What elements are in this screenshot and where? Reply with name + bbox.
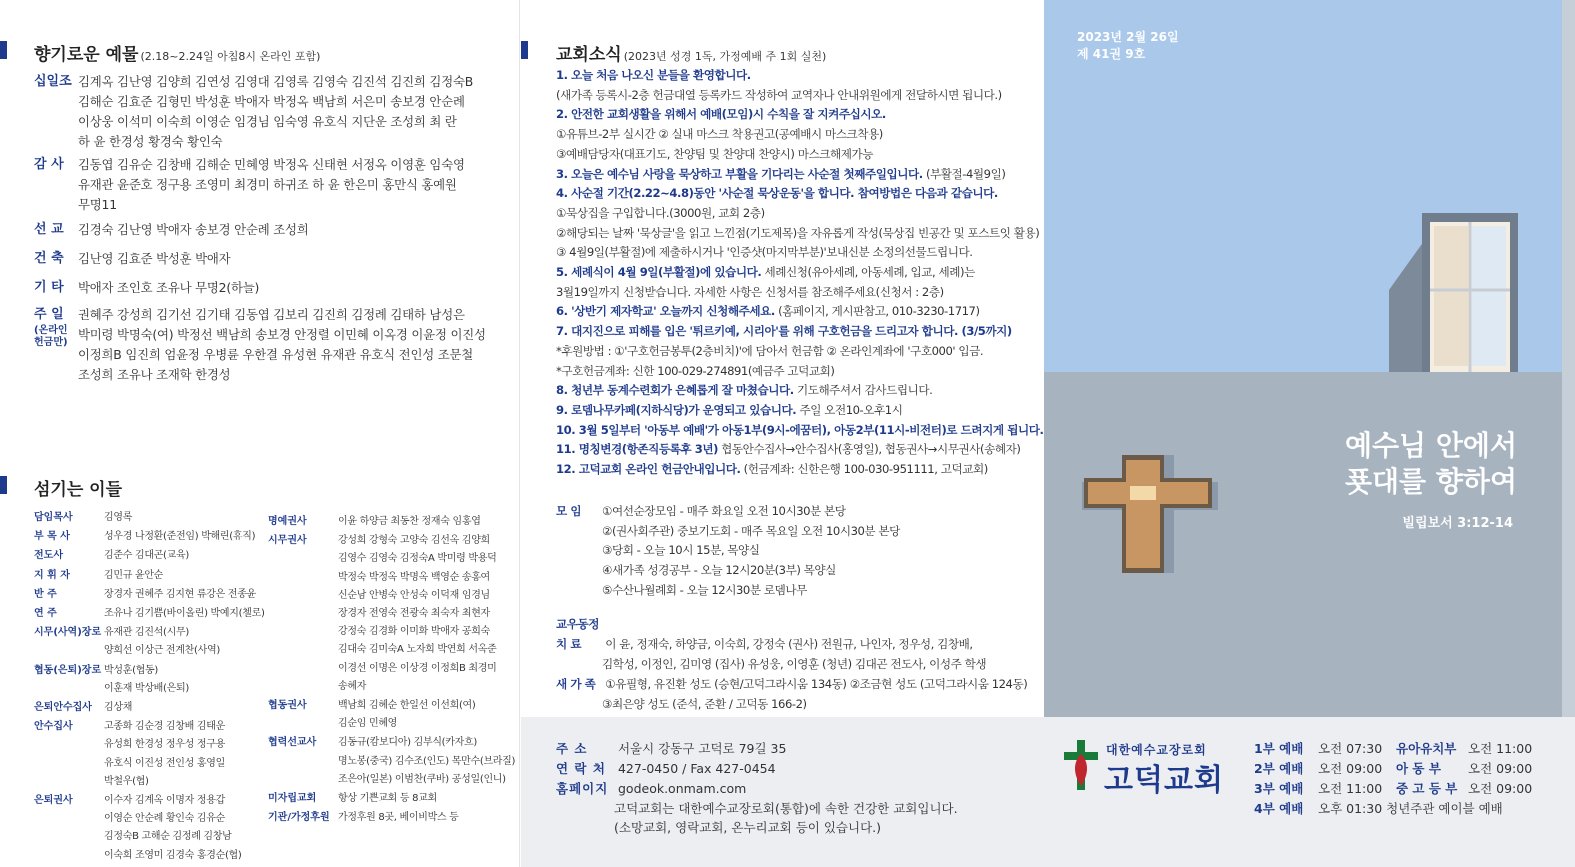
news-item-headline: 9. 로뎀나무카페(지하식당)가 운영되고 있습니다. — [556, 402, 797, 417]
service-1 — [1254, 739, 1382, 759]
staff-row — [34, 605, 265, 623]
news-item-text: 기도해주셔서 감사드립니다. — [793, 383, 933, 398]
news-item-text: 협동안수집사→안수집사(홍영일), 협동권사→시무권사(송혜자) — [717, 442, 1021, 457]
staff-label: 전도사 — [34, 550, 63, 562]
staff-names: 백남희 김혜순 한일선 이선희(여) 김순임 민혜영 — [338, 700, 476, 730]
homepage-link[interactable]: godeok.onmam.com — [617, 781, 747, 796]
logo-church-name: 고덕교회 — [1104, 763, 1224, 798]
staff-row — [268, 809, 459, 827]
offering-names: 권혜주 강성희 김기선 김기태 김동엽 김보리 김진희 김정례 김태하 남성은 박미령 박명숙(여) 박정선 백남희 송보경 안정렬 이민혜 이옥경 이윤정 이진성 이정희B 임진희 엄윤정 우병륜 우한결 유성현 유재관 유호식 전인성 조문철 조성희 조유나 조재학 한경성 — [78, 307, 486, 382]
service-children — [1396, 759, 1532, 779]
description-row-2: (소망교회, 영락교회, 온누리교회 등이 있습니다.) — [614, 820, 881, 835]
offering-row-thanks — [34, 155, 514, 215]
staff-row — [268, 513, 481, 531]
meeting-item: ⑤수산나월례회 - 오늘 12시30분 로뎀나무 — [602, 582, 807, 597]
cross-icon — [1064, 740, 1098, 790]
news-item — [556, 263, 975, 283]
news-item-text: (헌금계좌: 신한은행 100-030-951111, 고덕교회) — [740, 462, 988, 476]
news-item-text: 세례신청(유아세례, 아동세례, 입교, 세례)는 — [761, 265, 975, 279]
news-item — [556, 145, 873, 165]
staff-label: 은퇴권사 — [34, 795, 73, 806]
offering-names: 박애자 조인호 조유나 무명2(하늘) — [78, 280, 260, 295]
news-item-text: (부활절-4월9일) — [922, 166, 1006, 181]
section-marker — [521, 41, 528, 59]
cover-illustration — [1044, 0, 1562, 717]
meeting-item: ②(권사회주관) 중보기도회 - 매주 목요일 오전 10시30분 본당 — [602, 523, 900, 538]
offering-label: 기 타 — [34, 280, 64, 295]
window-pane — [1434, 226, 1468, 366]
offering-row-sunday — [34, 305, 514, 385]
staff-row — [34, 699, 132, 717]
offering-label: 십일조 — [34, 74, 72, 89]
news-item — [556, 66, 751, 86]
news-item-text: ③예배담당자(대표기도, 찬양팀 및 찬양대 찬양시) 마스크해제가능 — [556, 146, 873, 161]
staff-label: 협력선교사 — [268, 737, 317, 749]
staff-names: 성우경 나정환(준전임) 박해린(휴직) — [104, 531, 256, 543]
staff-label: 은퇴안수집사 — [34, 702, 92, 713]
news-item — [556, 421, 1043, 441]
service-time: 오후 01:30 청년주관 예이블 예배 — [1318, 801, 1503, 816]
address-row — [556, 739, 786, 759]
staff-label: 협동권사 — [268, 700, 307, 711]
newfamily-line-1: ①유필형, 유진환 성도 (승현/고덕그라시움 134동) ②조금현 성도 (고덕그라시움 124동) — [605, 677, 1028, 691]
news-item — [556, 165, 1005, 185]
news-item-text: 주일 오전10-오후1시 — [796, 402, 903, 417]
cover-title — [1345, 428, 1517, 500]
staff-row — [34, 547, 189, 565]
homepage-row — [556, 779, 746, 799]
staff-label: 명예권사 — [268, 516, 307, 527]
service-name: 중 고 등 부 — [1396, 781, 1458, 796]
service-name: 아 동 부 — [1396, 761, 1441, 776]
offering-row-etc — [34, 278, 514, 298]
staff-label: 시무(사역)장로 — [34, 627, 102, 639]
offering-names: 김계옥 김난영 김양희 김연성 김영대 김영록 김영숙 김진석 김진희 김정숙B 김해순 김효준 김형민 박성훈 박애자 박정옥 백남희 서은미 송보경 안순례 이상웅 이석미 이숙희 이영순 임경님 임숙영 유호식 지단운 조성희 최 란 하 윤 한경성 황경숙 황인숙 — [78, 74, 474, 149]
description-row: 고덕교회는 대한예수교장로회(통합)에 속한 건강한 교회입니다. — [614, 801, 958, 816]
news-item — [556, 460, 988, 480]
news-item-headline: 4. 사순절 기간(2.22~4.8)동안 '사순절 묵상운동'을 합니다. 참여방법은 다음과 같습니다. — [556, 186, 998, 201]
news-header — [556, 40, 826, 65]
offering-label: 선 교 — [34, 222, 64, 237]
staff-label: 기관/가정후원 — [268, 812, 330, 824]
service-time: 오전 09:00 — [1468, 761, 1533, 776]
address-label: 주 소 — [556, 741, 588, 756]
staff-row — [268, 790, 437, 808]
news-item-text: 3월19일까지 신청받습니다. 자세한 사항은 신청서를 참조해주세요(신청서 : 2층) — [556, 284, 944, 299]
staff-row — [34, 792, 242, 865]
servants-header — [34, 475, 122, 500]
news-title: 교회소식 — [556, 45, 622, 65]
news-item-text: (새가족 등록시-2층 헌금대열 등록카드 작성하여 교역자나 안내위원에게 전달하시면 됩니다.) — [556, 87, 1002, 102]
news-item-text: (홈페이지, 게시판참고, 010-3230-1717) — [774, 304, 980, 319]
news-item-text: ②해당되는 날짜 '묵상글'을 읽고 느낀점(기도제목)을 자유롭게 작성(묵상집 빈공간 및 포스트잇 활용) — [556, 225, 1040, 240]
service-4 — [1254, 799, 1503, 819]
staff-names: 조유나 김기쁨(바이올린) 박예지(첼로) — [104, 608, 265, 619]
staff-names: 김상채 — [104, 702, 133, 713]
offering-label — [34, 305, 78, 385]
offering-title: 향기로운 예물 — [34, 45, 139, 65]
members-title-line — [556, 615, 599, 635]
meeting-item: ①여선순장모임 - 매주 화요일 오전 10시30분 본당 — [602, 504, 846, 518]
service-time: 오전 11:00 — [1318, 781, 1383, 796]
healing-line-2: 김학성, 이정인, 김미영 (집사) 유성웅, 이영훈 (청년) 김대곤 전도사, 이성주 학생 — [602, 657, 987, 671]
newfamily-line-2: ③최은양 성도 (준석, 준환 / 고덕동 166-2) — [602, 697, 807, 711]
offering-label: 건 축 — [34, 251, 64, 266]
news-item — [556, 362, 834, 382]
contact-value: 427-0450 / Fax 427-0454 — [617, 761, 776, 776]
healing-row-2 — [602, 655, 986, 675]
service-time: 오전 09:00 — [1318, 761, 1383, 776]
news-item-headline: 8. 청년부 동계수련회가 은혜롭게 잘 마쳤습니다. — [556, 383, 794, 398]
meetings-label: 모 임 — [556, 504, 582, 518]
meetings-block — [556, 502, 602, 522]
staff-row — [34, 567, 163, 585]
news-item-headline: 7. 대지진으로 피해를 입은 '튀르키예, 시리아'를 위해 구호헌금을 드리고자 합니다. (3/5까지) — [556, 324, 1012, 339]
service-name: 3부 예배 — [1254, 781, 1304, 796]
staff-label: 담임목사 — [34, 512, 73, 523]
section-marker — [0, 476, 7, 494]
news-item — [556, 401, 902, 421]
staff-names: 김민규 윤안순 — [104, 569, 164, 581]
cross-glow — [1130, 486, 1156, 500]
staff-names: 장경자 권혜주 김지현 류강은 전종윤 — [104, 588, 256, 600]
newfamily-label: 새 가 족 — [556, 677, 596, 691]
news-item — [556, 302, 980, 322]
service-name: 4부 예배 — [1254, 801, 1304, 816]
staff-names: 김준수 김대곤(교육) — [104, 550, 189, 562]
news-item — [556, 440, 1020, 460]
staff-names: 박성훈(협동) 이훈재 박상배(은퇴) — [104, 664, 189, 694]
staff-row — [34, 662, 189, 698]
staff-names: 유재관 김진석(시무) 양희선 이상근 전계찬(사역) — [104, 627, 220, 657]
meeting-item: ④새가족 성경공부 - 오늘 12시20분(3부) 목양실 — [602, 563, 836, 578]
staff-label: 협동(은퇴)장로 — [34, 664, 102, 676]
newfamily-row-2 — [602, 695, 807, 715]
news-item — [556, 243, 972, 263]
offering-row-tithe — [34, 72, 514, 152]
contact-row — [556, 759, 776, 779]
staff-names: 가정후원 8곳, 베이비박스 등 — [338, 812, 459, 824]
cross-inner — [1126, 460, 1160, 568]
staff-names: 이수자 김계옥 이명자 정용갑 이영순 안순례 황인숙 김유순 김정숙B 고해순 김정례 김창남 이숙희 조영미 김경숙 홍경순(협) — [104, 795, 242, 861]
news-item-headline: 10. 3월 5일부터 '아동부 예배'가 아동1부(9시-에꿈터), 아동2부(11시-비전터)로 드려지게 됩니다. — [556, 422, 1044, 437]
news-item — [556, 125, 883, 145]
service-name: 1부 예배 — [1254, 741, 1304, 756]
service-2 — [1254, 759, 1382, 779]
members-title: 교우동정 — [556, 617, 599, 631]
section-marker — [0, 41, 7, 59]
offering-label-main: 주 일 — [34, 307, 64, 322]
offering-row-building — [34, 249, 514, 269]
staff-label: 미자립교회 — [268, 793, 317, 804]
news-item-headline: 12. 고덕교회 온라인 헌금안내입니다. — [556, 462, 741, 476]
news-item — [556, 283, 944, 303]
news-item-headline: 3. 오늘은 예수님 사랑을 묵상하고 부활을 기다리는 사순절 첫째주일입니다. — [556, 166, 923, 181]
staff-names: 김동규(캄보디아) 김부식(카자흐) 명노봉(중국) 김수조(인도) 목만수(브라질) 조은아(일본) 이범찬(쿠바) 공성일(인니) — [338, 737, 516, 785]
news-item-headline: 1. 오늘 처음 나오신 분들을 환영합니다. — [556, 68, 751, 82]
staff-row — [34, 718, 225, 791]
staff-names: 이윤 하양금 최동찬 정재숙 임홍엽 — [338, 516, 481, 527]
staff-label: 연 주 — [34, 608, 57, 619]
staff-row — [268, 734, 515, 789]
servants-title: 섬기는 이들 — [34, 480, 123, 500]
healing-label: 치 료 — [556, 637, 582, 651]
news-item-headline: 11. 명칭변경(항존직등록후 3년) — [556, 442, 718, 457]
homepage-label: 홈페이지 — [556, 781, 609, 796]
staff-label: 지 휘 자 — [34, 569, 70, 581]
service-3 — [1254, 779, 1382, 799]
news-subtitle: (2023년 성경 1독, 가정예배 주 1회 실천) — [623, 50, 827, 63]
contact-label: 연 락 처 — [556, 761, 606, 776]
staff-row — [34, 624, 220, 660]
news-item-text: ③ 4월9일(부활절)에 제출하시거나 '인증샷(마지막부분)'보내신분 소정의선물드립니다. — [556, 245, 973, 260]
staff-names: 고종화 김순경 김창배 김태운 유성희 한경성 정우성 정구용 유호식 이진성 전인성 홍영일 박철우(협) — [104, 721, 225, 787]
staff-label: 시무권사 — [268, 535, 307, 547]
logo-denomination: 대한예수교장로회 — [1106, 743, 1207, 757]
offering-names: 김동엽 김유순 김창배 김해순 민혜영 박정옥 신태현 서정옥 이영훈 임숙영 유재관 윤준호 정구용 조영미 최경미 하귀조 하 윤 한은미 홍만식 홍예원 무명11 — [78, 157, 465, 212]
staff-names: 강성희 강형숙 고양숙 김선옥 김양희 김영수 김영숙 김정숙A 박미령 박용덕 박정숙 박정옥 박명옥 백영순 송홍여 신순남 안병숙 안성숙 이덕재 임경님 장경자 전영숙 전광숙 최숙자 최현자 강정숙 김경화 이미화 박애자 공희숙 김대숙 김미숙A 노자희 박연희 서옥준 이경선 이명은 이상경 이정희B 최경미 송혜자 — [338, 535, 497, 692]
news-item-headline: 5. 세례식이 4월 9일(부활절)에 있습니다. — [556, 265, 762, 279]
news-item — [556, 105, 886, 125]
news-item — [556, 381, 932, 401]
service-time: 오전 11:00 — [1468, 741, 1533, 756]
staff-label: 부 목 사 — [34, 531, 70, 543]
news-item — [556, 224, 1039, 244]
news-item-text: ①유튜브-2부 실시간 ② 실내 마스크 착용권고(공예배시 마스크착용) — [556, 127, 883, 142]
cover-title-line-1: 예수님 안에서 — [1344, 429, 1517, 462]
healing-row — [556, 635, 973, 655]
offering-names: 김경숙 김난영 박애자 송보경 안순례 조성희 — [78, 222, 309, 237]
service-time: 오전 07:30 — [1318, 741, 1383, 756]
offering-subtitle: (2.18~2.24일 아침8시 온라인 포함) — [140, 50, 321, 63]
service-youth — [1396, 779, 1532, 799]
news-item-text: *구호헌금계좌: 신한 100-029-274891(예금주 고덕교회) — [556, 363, 835, 378]
cover-date: 2023년 2월 26일 — [1077, 30, 1179, 44]
news-item — [556, 204, 765, 224]
cover-title-line-2: 푯대를 향하여 — [1344, 465, 1517, 498]
staff-label: 안수집사 — [34, 721, 73, 733]
newfamily-row — [556, 675, 1027, 695]
news-item — [556, 322, 1012, 342]
offering-label: 감 사 — [34, 157, 64, 172]
news-item — [556, 184, 998, 204]
staff-row — [34, 586, 256, 604]
staff-names: 김영록 — [104, 512, 133, 523]
staff-names: 항상 기쁜교회 등 8교회 — [338, 793, 437, 804]
cover-volume: 제 41권 9호 — [1077, 47, 1146, 61]
news-item — [556, 86, 1002, 106]
news-item-text: ①묵상집을 구입합니다.(3000원, 교회 2층) — [556, 205, 765, 220]
news-item-text: *후원방법 : ①'구호헌금봉투(2층비치)'에 담아서 헌금함 ② 온라인계좌에 '구호000' 입금. — [556, 343, 984, 358]
news-item-headline: 2. 안전한 교회생활을 위해서 예배(모임)시 수칙을 잘 지켜주십시오. — [556, 107, 886, 122]
service-kindergarten — [1396, 739, 1532, 759]
staff-row — [34, 509, 132, 527]
staff-label: 반 주 — [34, 588, 57, 600]
service-name: 2부 예배 — [1254, 761, 1304, 776]
offering-row-mission — [34, 220, 514, 240]
offering-names: 김난영 김효준 박성훈 박애자 — [78, 251, 231, 266]
healing-line-1: 이 윤, 정재숙, 하양금, 이숙희, 강정숙 (권사) 전원규, 나인자, 정우성, 김창배, — [605, 637, 973, 651]
window-pane — [1472, 226, 1506, 366]
address-value: 서울시 강동구 고덕로 79길 35 — [617, 741, 787, 756]
staff-row — [34, 528, 255, 546]
offering-label-note: (온라인 헌금만) — [34, 325, 68, 348]
offering-header — [34, 40, 320, 65]
cover-scripture: 빌립보서 3:12-14 — [1402, 516, 1513, 531]
service-time: 오전 09:00 — [1468, 781, 1533, 796]
staff-row — [268, 697, 476, 733]
news-item — [556, 342, 983, 362]
news-item-headline: 6. '상반기 제자학교' 오늘까지 신청해주세요. — [556, 304, 775, 319]
meeting-item: ③당회 - 오늘 10시 15분, 목양실 — [602, 543, 760, 558]
service-name: 유아유치부 — [1396, 741, 1457, 756]
staff-row — [268, 532, 496, 696]
